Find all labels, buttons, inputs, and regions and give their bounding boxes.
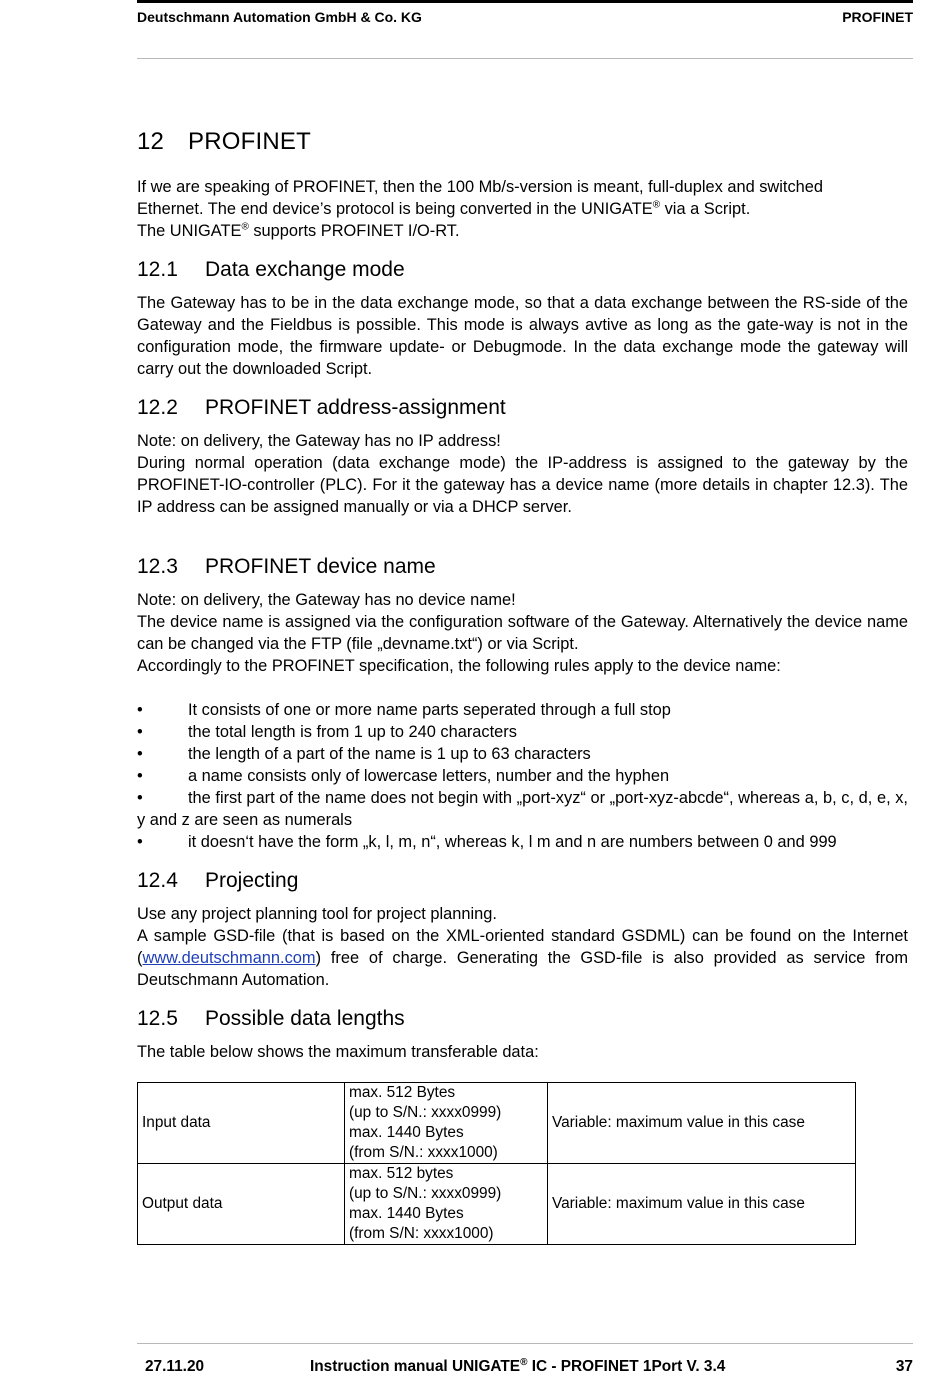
cell-line: (from S/N: xxxx1000)	[349, 1225, 494, 1242]
section-12-3-note: Note: on delivery, the Gateway has no device name!	[137, 591, 516, 609]
footer-rule	[137, 1343, 913, 1344]
footer-title-text: Instruction manual UNIGATE	[310, 1358, 521, 1375]
header-rule	[137, 58, 913, 59]
chapter-heading	[137, 128, 908, 156]
chapter-number: 12	[137, 128, 165, 155]
table-cell-values	[345, 1083, 548, 1164]
body-text: ) free of charge. Generating the GSD-file is also provided as service from Deutschmann Automation.	[137, 949, 908, 989]
registered-mark: ®	[520, 1356, 528, 1368]
section-12-4-line: Use any project planning tool for project planning.	[137, 905, 497, 923]
cell-line: (up to S/N.: xxxx0999)	[349, 1185, 502, 1202]
chapter-intro	[137, 176, 908, 242]
registered-mark: ®	[652, 199, 661, 211]
list-item-text: It consists of one or more name parts seperated through a full stop	[188, 701, 671, 719]
section-12-5-intro: The table below shows the maximum transferable data:	[137, 1043, 539, 1061]
chapter-title: PROFINET	[188, 128, 311, 155]
page-footer	[145, 1358, 913, 1378]
section-title: Data exchange mode	[205, 258, 405, 281]
cell-line: max. 512 bytes	[349, 1165, 454, 1182]
cell-line: (up to S/N.: xxxx0999)	[349, 1104, 502, 1121]
section-number: 12.5	[137, 1007, 178, 1030]
section-number: 12.3	[137, 555, 178, 578]
list-item	[137, 787, 908, 831]
intro-line-2: Ethernet. The end device’s protocol is being converted in the UNIGATE	[137, 200, 653, 218]
table-cell-note: Variable: maximum value in this case	[548, 1164, 856, 1245]
section-number: 12.4	[137, 869, 178, 892]
section-12-2-body: During normal operation (data exchange mode) the IP-address is assigned to the gateway by the PROFINET-IO-controller (PLC). For it the gateway has a device name (more details in chapter 12.3). The IP address can be assigned manually or via a DHCP server.	[137, 454, 908, 516]
list-item-text: the length of a part of the name is 1 up to 63 characters	[188, 745, 591, 763]
cell-line: max. 1440 Bytes	[349, 1124, 464, 1141]
data-lengths-table	[137, 1082, 856, 1245]
table-cell-label: Output data	[138, 1164, 345, 1245]
footer-title	[310, 1358, 725, 1376]
deutschmann-link[interactable]: www.deutschmann.com	[142, 949, 316, 967]
bullet: •	[137, 833, 143, 851]
body-text: A sample GSD-file (that is based on the XML-oriented standard GSDML) can be found on the Internet (	[137, 927, 908, 967]
section-title: Possible data lengths	[205, 1007, 405, 1030]
section-12-1-body: The Gateway has to be in the data exchange mode, so that a data exchange between the RS-side of the Gateway and the Fieldbus is possible. This mode is always avtive as long as the gate-way is not in the configuration mode, the firmware update- or Debugmode. In the data exchange mode the gateway will carry out the downloaded Script.	[137, 294, 908, 378]
header-top-rule	[137, 0, 913, 3]
list-item	[137, 765, 908, 787]
header-company: Deutschmann Automation GmbH & Co. KG	[137, 9, 422, 25]
table-row	[138, 1164, 856, 1245]
list-item-text: the total length is from 1 up to 240 characters	[188, 723, 517, 741]
bullet: •	[137, 745, 143, 763]
section-number: 12.1	[137, 258, 178, 281]
list-item	[137, 699, 908, 721]
registered-mark: ®	[241, 221, 249, 233]
footer-title-text: IC - PROFINET 1Port V. 3.4	[527, 1358, 726, 1375]
list-item-text: a name consists only of lowercase letters, number and the hyphen	[188, 767, 670, 785]
section-12-2-note: Note: on delivery, the Gateway has no IP address!	[137, 432, 501, 450]
section-title: PROFINET device name	[205, 555, 436, 578]
intro-line-1: If we are speaking of PROFINET, then the 100 Mb/s-version is meant, full-duplex and switched	[137, 178, 824, 196]
page-header	[137, 9, 913, 27]
section-heading-12-4	[137, 868, 908, 894]
device-name-rules	[137, 699, 908, 853]
header-section: PROFINET	[842, 9, 913, 25]
section-number: 12.2	[137, 396, 178, 419]
list-item	[137, 743, 908, 765]
intro-line-2-end: via a Script.	[660, 200, 751, 218]
table-cell-label: Input data	[138, 1083, 345, 1164]
section-12-3-body: The device name is assigned via the configuration software of the Gateway. Alternatively the device name can be changed via the FTP (file „devname.txt“) or via Script.	[137, 613, 908, 653]
list-item-text: it doesn‘t have the form „k, l, m, n“, whereas k, l m and n are numbers between 0 and 999	[188, 833, 837, 851]
section-title: Projecting	[205, 869, 299, 892]
table-cell-values	[345, 1164, 548, 1245]
section-12-3-rules-intro: Accordingly to the PROFINET specification, the following rules apply to the device name:	[137, 657, 781, 675]
section-heading-12-5	[137, 1006, 908, 1032]
list-item	[137, 831, 908, 853]
page-content	[137, 128, 908, 1063]
bullet: •	[137, 701, 143, 719]
list-item	[137, 721, 908, 743]
cell-line: max. 512 Bytes	[349, 1084, 456, 1101]
footer-date: 27.11.20	[145, 1358, 205, 1375]
section-heading-12-3	[137, 554, 908, 580]
cell-line: max. 1440 Bytes	[349, 1205, 464, 1222]
footer-page-number: 37	[895, 1358, 913, 1375]
table-row	[138, 1083, 856, 1164]
intro-line-3: The UNIGATE	[137, 222, 242, 240]
bullet: •	[137, 767, 143, 785]
cell-line: (from S/N.: xxxx1000)	[349, 1144, 498, 1161]
section-title: PROFINET address-assignment	[205, 396, 506, 419]
table-cell-note: Variable: maximum value in this case	[548, 1083, 856, 1164]
section-heading-12-1	[137, 257, 908, 283]
bullet: •	[137, 789, 143, 807]
section-12-4-body	[137, 925, 908, 991]
bullet: •	[137, 723, 143, 741]
section-heading-12-2	[137, 395, 908, 421]
intro-line-3-end: supports PROFINET I/O-RT.	[248, 222, 460, 240]
list-item-text: the first part of the name does not begin with „port-xyz“ or „port-xyz-abcde“, whereas a, b, c, d, e, x, y and z are seen as numerals	[137, 789, 908, 829]
